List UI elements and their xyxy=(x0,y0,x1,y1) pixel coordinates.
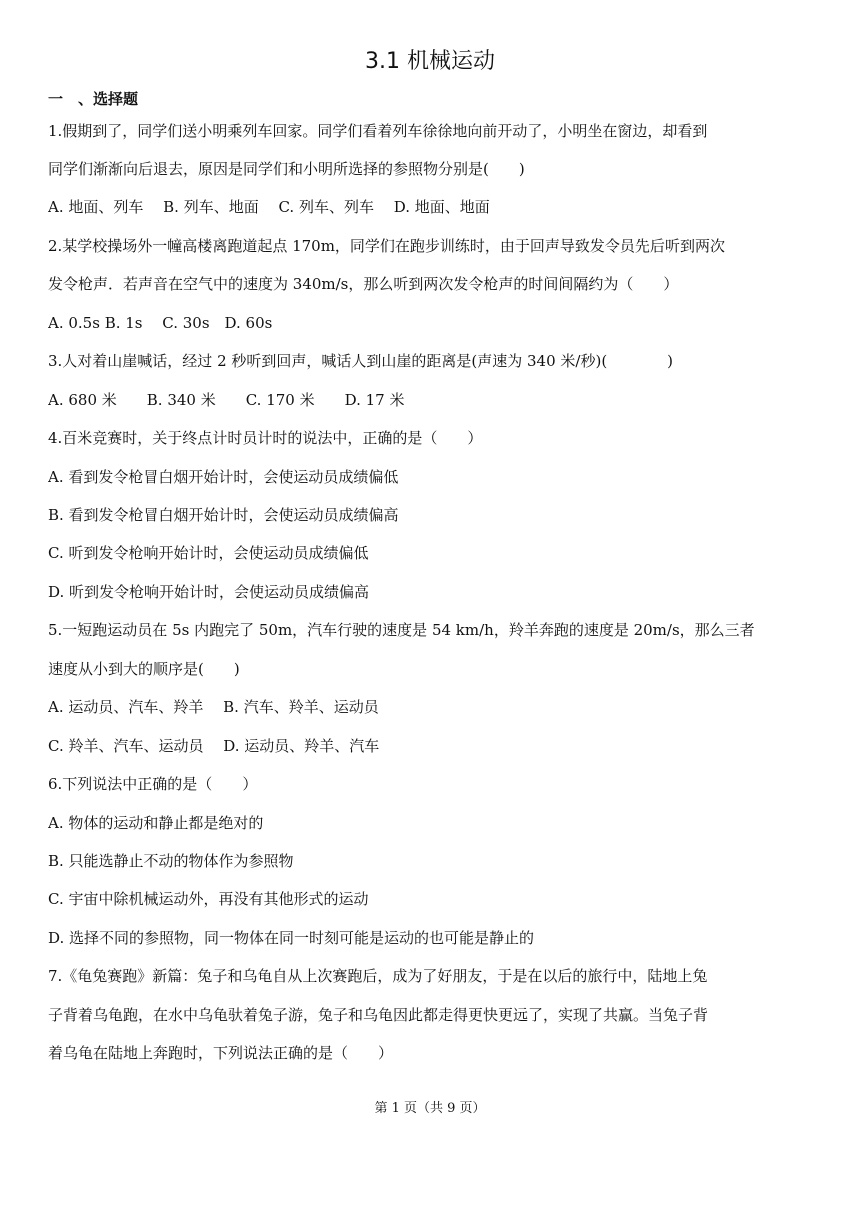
page-title: 3.1 机械运动 xyxy=(365,49,495,74)
page-footer: 第 1 页（共 9 页） xyxy=(374,1101,486,1116)
text-line: 着乌龟在陆地上奔跑时，下列说法正确的是（ ） xyxy=(48,1044,394,1062)
text-line: D. 选择不同的参照物，同一物体在同一时刻可能是运动的也可能是静止的 xyxy=(48,929,535,947)
text-line: B. 只能选静止不动的物体作为参照物 xyxy=(48,852,294,870)
section-heading: 一 、选择题 xyxy=(48,90,139,108)
text-line: A. 0.5s B. 1s C. 30s D. 60s xyxy=(48,314,273,332)
text-line: A. 运动员、汽车、羚羊 B. 汽车、羚羊、运动员 xyxy=(48,698,379,716)
text-line: 1.假期到了，同学们送小明乘列车回家。同学们看着列车徐徐地向前开动了，小明坐在窗边，却看到 xyxy=(48,122,708,140)
text-line: D. 听到发令枪响开始计时，会使运动员成绩偏高 xyxy=(48,583,370,601)
text-line: C. 羚羊、汽车、运动员 D. 运动员、羚羊、汽车 xyxy=(48,737,380,755)
text-line: A. 物体的运动和静止都是绝对的 xyxy=(48,814,264,832)
text-line: 发令枪声．若声音在空气中的速度为 340m/s，那么听到两次发令枪声的时间间隔约为（ ） xyxy=(48,275,679,293)
text-line: 4.百米竞赛时，关于终点计时员计时的说法中，正确的是（ ） xyxy=(48,429,483,447)
text-line: A. 看到发令枪冒白烟开始计时，会使运动员成绩偏低 xyxy=(48,468,399,486)
text-line: C. 听到发令枪响开始计时，会使运动员成绩偏低 xyxy=(48,544,369,562)
text-line: 6.下列说法中正确的是（ ） xyxy=(48,775,258,793)
text-line: 速度从小到大的顺序是( ) xyxy=(48,660,240,678)
text-line: A. 地面、列车 B. 列车、地面 C. 列车、列车 D. 地面、地面 xyxy=(48,198,490,216)
text-line: A. 680 米 B. 340 米 C. 170 米 D. 17 米 xyxy=(48,391,405,409)
text-line: 子背着乌龟跑，在水中乌龟驮着兔子游，兔子和乌龟因此都走得更快更远了，实现了共赢。当兔子背 xyxy=(48,1006,709,1024)
text-line: 5.一短跑运动员在 5s 内跑完了 50m，汽车行驶的速度是 54 km/h，羚羊奔跑的速度是 20m/s，那么三者 xyxy=(48,621,755,639)
text-line: 同学们渐渐向后退去，原因是同学们和小明所选择的参照物分别是( ) xyxy=(48,160,525,178)
text-line: 3.人对着山崖喊话，经过 2 秒听到回声，喊话人到山崖的距离是(声速为 340 米/秒)( ) xyxy=(48,352,674,370)
text-line: C. 宇宙中除机械运动外，再没有其他形式的运动 xyxy=(48,890,369,908)
text-line: B. 看到发令枪冒白烟开始计时，会使运动员成绩偏高 xyxy=(48,506,399,524)
text-line: 7.《龟兔赛跑》新篇：兔子和乌龟自从上次赛跑后，成为了好朋友，于是在以后的旅行中，陆地上兔 xyxy=(48,967,708,985)
text-line: 2.某学校操场外一幢高楼离跑道起点 170m，同学们在跑步训练时，由于回声导致发令员先后听到两次 xyxy=(48,237,725,255)
